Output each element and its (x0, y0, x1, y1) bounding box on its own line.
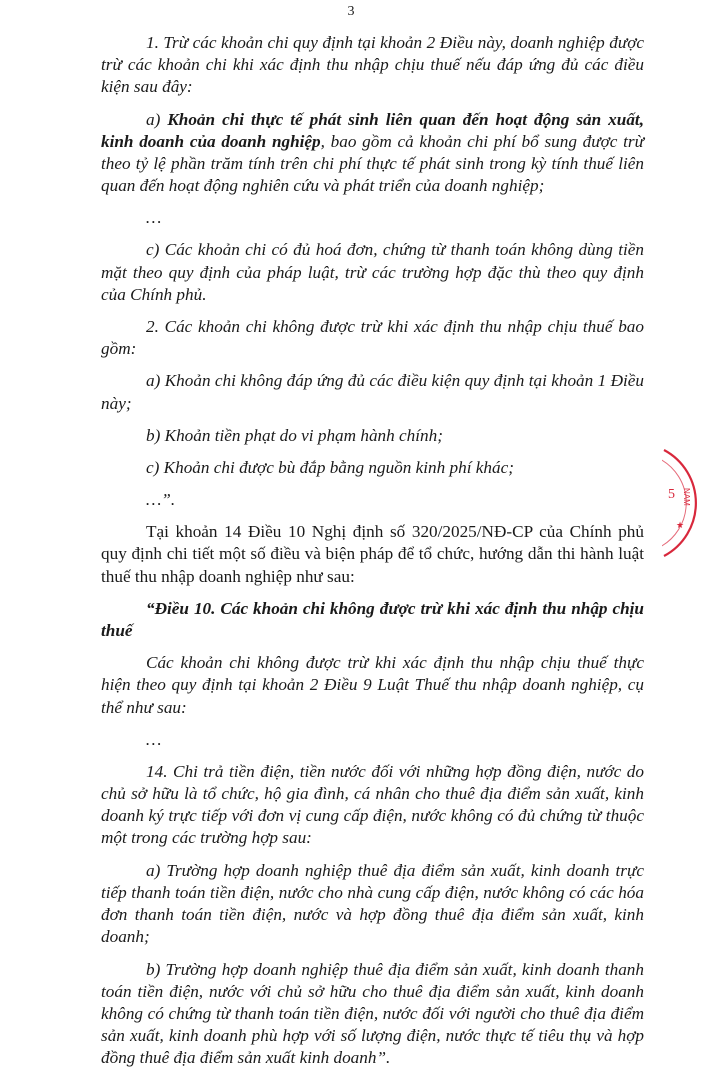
paragraph-clause-14a: a) Trường hợp doanh nghiệp thuê địa điểm sản xuất, kinh doanh trực tiếp thanh toán tiền điện, nước cho nhà cung cấp điện, nước không có các hóa đơn thanh toán tiền điện, nước và hợp đồng thuê địa điểm sản xuất, kinh doanh; (101, 860, 644, 947)
ellipsis-quote-end: …”. (146, 490, 176, 510)
clause-label: a) (146, 109, 168, 129)
page-number: 3 (347, 4, 355, 19)
bold-lead-text: Khoản chi thực tế phát sinh liên quan đến hoạt động sản xuất, kinh doanh của doanh nghiệp (101, 109, 644, 151)
paragraph-clause-2a: a) Khoản chi không đáp ứng đủ các điều kiện quy định tại khoản 1 Điều này; (101, 371, 644, 413)
ellipsis: … (146, 208, 162, 228)
paragraph-clause-1c: c) Các khoản chi có đủ hoá đơn, chứng từ thanh toán không dùng tiền mặt theo quy định của pháp luật, trừ các trường hợp đặc thù theo quy định của Chính phủ. (101, 240, 644, 304)
paragraph-clause-14: 14. Chi trả tiền điện, tiền nước đối với những hợp đồng điện, nước do chủ sở hữu là tổ chức, hộ gia đình, cá nhân cho thuê địa điểm sản xuất, kinh doanh ký trực tiếp với đơn vị cung cấp điện, nước không có đủ chứng từ thuộc một trong các trường hợp sau: (101, 761, 644, 848)
paragraph-clause-2: 2. Các khoản chi không được trừ khi xác định thu nhập chịu thuế bao gồm: (101, 317, 644, 359)
clause-rest-text: , bao gồm cả khoản chi phí bổ sung được trừ theo tỷ lệ phần trăm tính trên chi phí thực tế phát sinh trong kỳ tính thuế liên quan đến hoạt động nghiên cứu và phát triển của doanh nghiệp; (101, 131, 644, 196)
paragraph-article-intro: Các khoản chi không được trừ khi xác định thu nhập chịu thuế thực hiện theo quy định tại khoản 2 Điều 9 Luật Thuế thu nhập doanh nghiệp, cụ thể như sau: (101, 653, 644, 717)
seal-icon (662, 448, 702, 558)
paragraph-clause-2c: c) Khoản chi được bù đắp bằng nguồn kinh phí khác; (146, 458, 514, 478)
paragraph-clause-1a (101, 109, 644, 198)
paragraph-clause-1: 1. Trừ các khoản chi quy định tại khoản 2 Điều này, doanh nghiệp được trừ các khoản chi khi xác định thu nhập chịu thuế nếu đáp ứng đủ các điều kiện sau đây: (101, 33, 644, 97)
svg-text:★: ★ (676, 520, 685, 530)
paragraph-decree-intro: Tại khoản 14 Điều 10 Nghị định số 320/2025/NĐ-CP của Chính phủ quy định chi tiết một số điều và biện pháp để tổ chức, hướng dẫn thi hành luật thuế thu nhập doanh nghiệp như sau: (101, 522, 644, 586)
paragraph-clause-14b: b) Trường hợp doanh nghiệp thuê địa điểm sản xuất, kinh doanh thanh toán tiền điện, nước với chủ sở hữu cho thuê địa điểm sản xuất, kinh doanh không có chứng từ thanh toán tiền điện, nước đối với người cho thuê địa điểm sản xuất, kinh doanh phù hợp với số lượng điện, nước thực tế tiêu thụ và hợp đồng thuê địa điểm sản xuất kinh doanh”. (101, 959, 644, 1068)
document-body (101, 32, 644, 1080)
ellipsis: … (146, 729, 162, 749)
official-seal-stamp (662, 448, 702, 558)
article-heading: “Điều 10. Các khoản chi không được trừ khi xác định thu nhập chịu thuế (101, 598, 644, 641)
svg-text:5: 5 (668, 487, 675, 502)
svg-text:NAM: NAM (682, 488, 691, 506)
paragraph-clause-2b: b) Khoản tiền phạt do vi phạm hành chính; (146, 425, 443, 445)
